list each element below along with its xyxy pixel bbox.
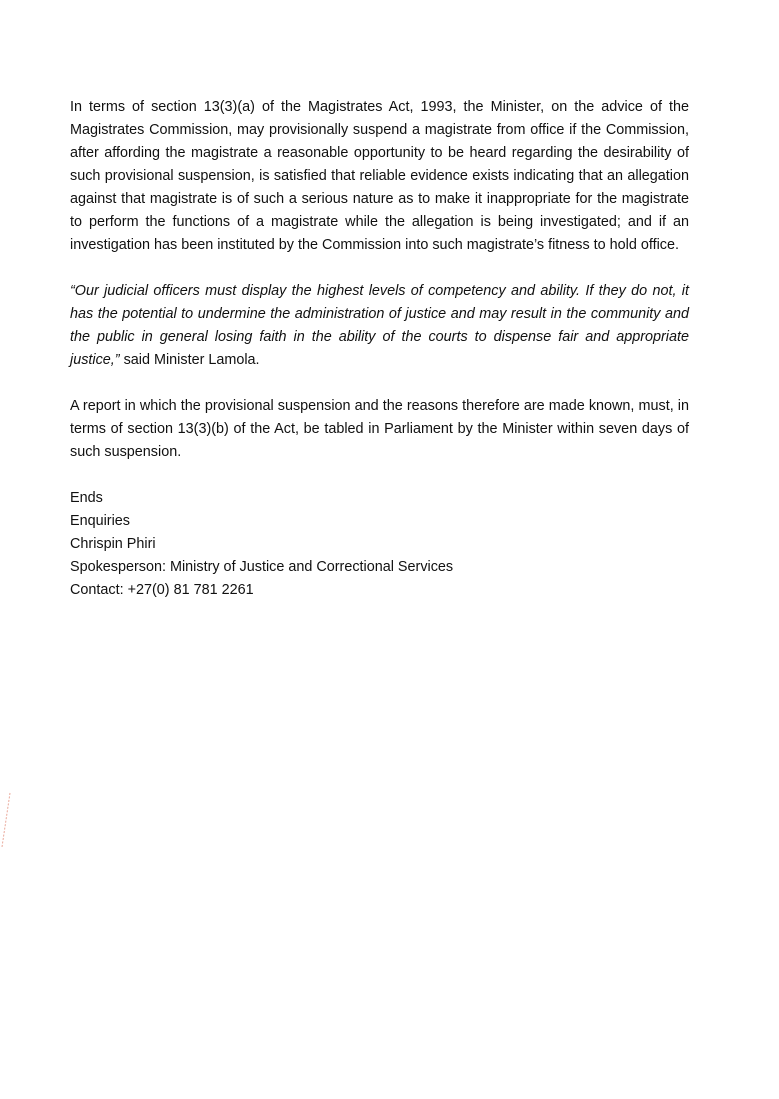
document-body <box>70 96 689 602</box>
page-edge-mark <box>1 792 11 848</box>
contact-number: Contact: +27(0) 81 781 2261 <box>70 582 254 598</box>
ends-label: Ends <box>70 490 103 506</box>
quote-attribution: said Minister Lamola. <box>119 352 260 368</box>
minister-quote-text: “Our judicial officers must display the highest levels of competency and ability. If they do not, it has the potential to undermine the administration of justice and may result in the community and the public in general losing faith in the ability of the courts to dispense fair and appropriate justice,” <box>70 283 689 368</box>
press-contact-block <box>70 487 689 602</box>
paragraph-minister-quote <box>70 280 689 372</box>
enquiries-label: Enquiries <box>70 513 130 529</box>
paragraph-report-tabling: A report in which the provisional suspension and the reasons therefore are made known, must, in terms of section 13(3)(b) of the Act, be tabled in Parliament by the Minister within seven days of such suspension. <box>70 398 689 460</box>
spokesperson-role: Spokesperson: Ministry of Justice and Correctional Services <box>70 559 454 575</box>
spokesperson-name: Chrispin Phiri <box>70 536 156 552</box>
paragraph-suspension-provision: In terms of section 13(3)(a) of the Magistrates Act, 1993, the Minister, on the advice of the Magistrates Commission, may provisionally suspend a magistrate from office if the Commission, after affording the magistrate a reasonable opportunity to be heard regarding the desirability of such provisional suspension, is satisfied that reliable evidence exists indicating that an allegation against that magistrate is of such a serious nature as to make it inappropriate for the magistrate to perform the functions of a magistrate while the allegation is being investigated; and if an investigation has been instituted by the Commission into such magistrate’s fitness to hold office. <box>70 99 689 253</box>
